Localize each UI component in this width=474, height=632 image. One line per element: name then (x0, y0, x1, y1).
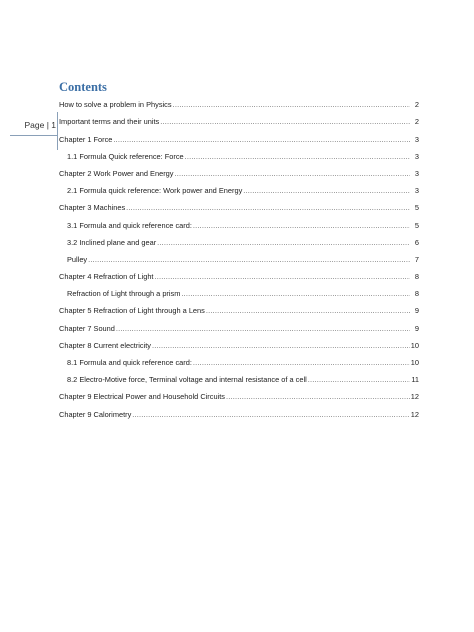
toc-entry-page: 3 (414, 134, 419, 144)
toc-entry-page: 10 (410, 340, 419, 350)
toc-entry-title: Chapter 1 Force (59, 134, 113, 144)
toc-leader-dots (308, 375, 410, 387)
toc-entry[interactable] (59, 318, 419, 335)
toc-entry-title: 3.1 Formula and quick reference card: (67, 220, 192, 230)
toc-entry-title: 3.2 Inclined plane and gear (67, 237, 157, 247)
toc-entry-title: Chapter 4 Refraction of Light (59, 272, 154, 282)
toc-entry-page: 3 (414, 186, 419, 196)
toc-entry-page: 9 (414, 323, 419, 333)
toc-leader-dots (193, 358, 410, 370)
toc-entry[interactable] (59, 95, 419, 112)
toc-entry-page: 5 (414, 203, 419, 213)
contents-title: Contents (59, 80, 107, 94)
toc-leader-dots (152, 341, 410, 353)
toc-leader-dots (132, 410, 409, 422)
toc-entry-title: Chapter 7 Sound (59, 323, 115, 333)
toc-entry-title: Refraction of Light through a prism (67, 289, 181, 299)
toc-entry-page: 10 (410, 358, 419, 367)
toc-entry[interactable] (59, 198, 419, 215)
toc-entry[interactable] (59, 284, 419, 301)
toc-entry-title: 2.1 Formula quick reference: Work power and Energy (67, 186, 243, 196)
toc-entry-page: 8 (414, 289, 419, 299)
toc-entry[interactable] (59, 233, 419, 250)
toc-entry-title: Chapter 2 Work Power and Energy (59, 168, 174, 178)
toc-entry-page: 6 (414, 237, 419, 247)
toc-leader-dots (181, 289, 410, 301)
toc-leader-dots (243, 186, 410, 198)
toc-leader-dots (155, 272, 411, 284)
page-label-rule (10, 135, 57, 136)
toc-entry-title: Chapter 5 Refraction of Light through a Lens (59, 306, 205, 316)
toc-leader-dots (88, 255, 410, 267)
toc-leader-dots (173, 100, 410, 112)
toc-entry-page: 9 (414, 306, 419, 316)
toc-entry[interactable] (59, 164, 419, 181)
toc-entry[interactable] (59, 404, 419, 421)
toc-entry-page: 5 (414, 220, 419, 230)
toc-entry-title: How to solve a problem in Physics (59, 100, 172, 110)
toc-entry[interactable] (59, 267, 419, 284)
toc-entry-page: 2 (414, 100, 419, 110)
toc-entry[interactable] (59, 129, 419, 146)
toc-entry-page: 12 (410, 409, 419, 419)
toc-entry-title: Important terms and their units (59, 117, 160, 127)
toc-entry-title: Pulley (67, 254, 88, 264)
toc-entry-page: 7 (414, 254, 419, 264)
toc-entry-page: 11 (411, 375, 419, 385)
toc-leader-dots (174, 169, 410, 181)
toc-entry-title: Chapter 9 Electrical Power and Household Circuits (59, 392, 225, 402)
toc-entry[interactable] (59, 387, 419, 404)
toc-entry[interactable] (59, 181, 419, 198)
table-of-contents (59, 95, 419, 422)
toc-entry[interactable] (59, 215, 419, 232)
toc-entry-title: 8.1 Formula and quick reference card: (67, 358, 192, 367)
toc-entry-page: 3 (414, 151, 419, 161)
toc-entry[interactable] (59, 250, 419, 267)
toc-leader-dots (206, 306, 410, 318)
toc-leader-dots (126, 203, 410, 215)
toc-leader-dots (157, 238, 410, 250)
toc-entry[interactable] (59, 112, 419, 129)
page-label-divider (57, 112, 58, 150)
toc-entry-page: 8 (414, 272, 419, 282)
toc-entry[interactable] (59, 353, 419, 370)
toc-entry-title: Chapter 9 Calorimetry (59, 409, 132, 419)
toc-entry[interactable] (59, 336, 419, 353)
toc-leader-dots (185, 152, 410, 164)
toc-entry-title: Chapter 3 Machines (59, 203, 126, 213)
toc-entry-title: 8.2 Electro-Motive force, Terminal voltage and internal resistance of a cell (67, 375, 307, 385)
toc-leader-dots (226, 392, 410, 404)
toc-entry[interactable] (59, 147, 419, 164)
toc-entry-page: 3 (414, 168, 419, 178)
page-number-label: Page | 1 (24, 120, 56, 130)
toc-leader-dots (160, 117, 410, 129)
toc-entry[interactable] (59, 370, 419, 387)
toc-entry-title: Chapter 8 Current electricity (59, 340, 152, 350)
toc-entry-title: 1.1 Formula Quick reference: Force (67, 151, 184, 161)
toc-leader-dots (113, 135, 410, 147)
toc-leader-dots (193, 221, 410, 233)
toc-leader-dots (116, 324, 410, 336)
toc-entry-page: 2 (414, 117, 419, 127)
toc-entry-page: 12 (410, 392, 419, 402)
toc-entry[interactable] (59, 301, 419, 318)
